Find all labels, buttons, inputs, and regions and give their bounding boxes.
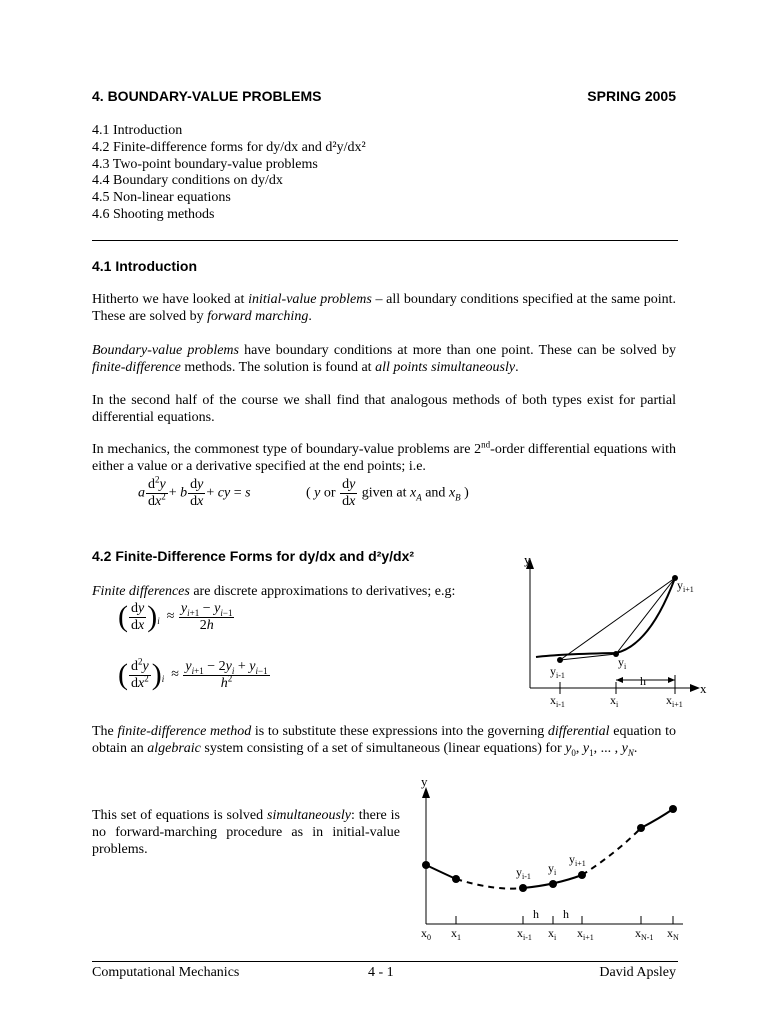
first-derivative-formula: ( $\frac{dy}{dx}$ )$_i$ ≈ $\frac{y_{i+1} - y_{i-1}}{2h}$: [118, 600, 233, 633]
curve-dashed-left: [456, 879, 523, 889]
finite-difference-figure: [520, 550, 720, 710]
node-i: [549, 880, 557, 888]
toc-item: 4.3 Two-point boundary-value problems: [92, 156, 318, 172]
x-tick-label-im1: $x_{i-1}$: [550, 693, 565, 709]
x-axis-arrow: [690, 684, 700, 692]
node-i-plus-1: [578, 871, 586, 879]
h-label-2: h: [563, 907, 569, 921]
intro-paragraph-2: Boundary-value problems have boundary conditions at more than one point. These can be solved by finite-difference methods. The solution is found at all points simultaneously.: [92, 343, 676, 375]
y-axis-label: y: [524, 552, 531, 567]
chord-right: [616, 578, 675, 654]
curve-left: [426, 865, 456, 879]
intro-paragraph-1: Hitherto we have looked at initial-value problems – all boundary conditions specified at the same point. These are solved by forward marching.: [92, 292, 676, 324]
divider: [92, 240, 678, 241]
label-y-im1: $y_{i-1}$: [550, 664, 565, 680]
table-of-contents: [92, 122, 366, 223]
node-i-minus-1: [519, 884, 527, 892]
curve: [536, 578, 675, 657]
x-label-nm1: $x_{N-1}$: [635, 926, 654, 942]
toc-item: 4.1 Introduction: [92, 123, 183, 138]
chord-central: [560, 578, 675, 660]
ode-equation: a $\frac{d^2y}{dx^2}$ + b $\frac{dy}{dx}$ + cy = s: [138, 474, 251, 509]
label-y-ip1: $y_{i+1}$: [677, 578, 694, 594]
toc-item: 4.5 Non-linear equations: [92, 190, 231, 206]
node-n: [669, 805, 677, 813]
page-title: 4. BOUNDARY-VALUE PROBLEMS: [92, 88, 322, 104]
h-arrow-left: [616, 677, 623, 683]
toc-item: 4.4 Boundary conditions on dy/dx: [92, 173, 283, 189]
toc-item: 4.2 Finite-difference forms for dy/dx and d²y/dx²: [92, 139, 366, 155]
footer-divider: [92, 961, 678, 962]
h-label-1: h: [533, 907, 539, 921]
x-label-0: $x_0$: [421, 926, 431, 942]
label-y-ip1: $y_{i+1}$: [569, 852, 586, 868]
y-axis-label: y: [421, 774, 428, 789]
x-label-im1: $x_{i-1}$: [517, 926, 532, 942]
footer-course: Computational Mechanics: [92, 965, 240, 980]
x-tick-label-i: $x_i$: [610, 693, 619, 709]
fd-method-paragraph: The finite-difference method is to substitute these expressions into the governing differential equation to obtain an algebraic system consisting of a set of simultaneous (linear equations) for $y_0$, $y_1$, ... , $y_N$.: [92, 724, 676, 758]
intro-paragraph-4: In mechanics, the commonest type of boundary-value problems are 2nd-order differential equations with either a value or a derivative specified at the end points; i.e.: [92, 439, 676, 474]
section-heading-intro: 4.1 Introduction: [92, 258, 197, 274]
discretisation-figure: [415, 772, 695, 944]
footer-author: David Apsley: [599, 965, 676, 980]
curve-dashed-right: [582, 828, 641, 875]
h-label: h: [640, 674, 646, 688]
footer-page-number: 4 - 1: [368, 965, 394, 980]
term-label: SPRING 2005: [587, 88, 676, 104]
boundary-condition-note: ( y or $\frac{dy}{dx}$ given at $x_A$ and $x_B$ ): [306, 477, 469, 509]
node-0: [422, 861, 430, 869]
intro-paragraph-3: In the second half of the course we shall find that analogous methods of both types exist for partial differential equations.: [92, 393, 676, 425]
x-label-i: $x_i$: [548, 926, 557, 942]
label-y-im1: $y_{i-1}$: [516, 865, 531, 881]
section-heading-finite-difference: 4.2 Finite-Difference Forms for dy/dx and d²y/dx²: [92, 548, 415, 564]
label-y-i: $y_i$: [548, 861, 557, 877]
x-label-n: $x_N$: [667, 926, 679, 942]
fd-intro: Finite differences are discrete approximations to derivatives; e.g:: [92, 584, 456, 599]
node-n-minus-1: [637, 824, 645, 832]
toc-item: 4.6 Shooting methods: [92, 206, 215, 222]
simultaneous-paragraph: This set of equations is solved simultaneously: there is no forward-marching procedure as in initial-value problems.: [92, 808, 400, 857]
x-axis-label: x: [700, 681, 707, 696]
label-y-i: $y_i$: [618, 655, 627, 671]
node-1: [452, 875, 460, 883]
point-i-minus-1: [557, 657, 563, 663]
second-derivative-formula: ( $\frac{d^2y}{dx^2}$ )$_i$ ≈ $\frac{y_{i+1} - 2y_i + y_{i-1}}{h^2}$: [118, 655, 268, 691]
x-tick-label-ip1: $x_{i+1}$: [666, 693, 683, 709]
x-label-1: $x_1$: [451, 926, 461, 942]
h-arrow-right: [668, 677, 675, 683]
curve-right: [641, 809, 673, 828]
x-label-ip1: $x_{i+1}$: [577, 926, 594, 942]
